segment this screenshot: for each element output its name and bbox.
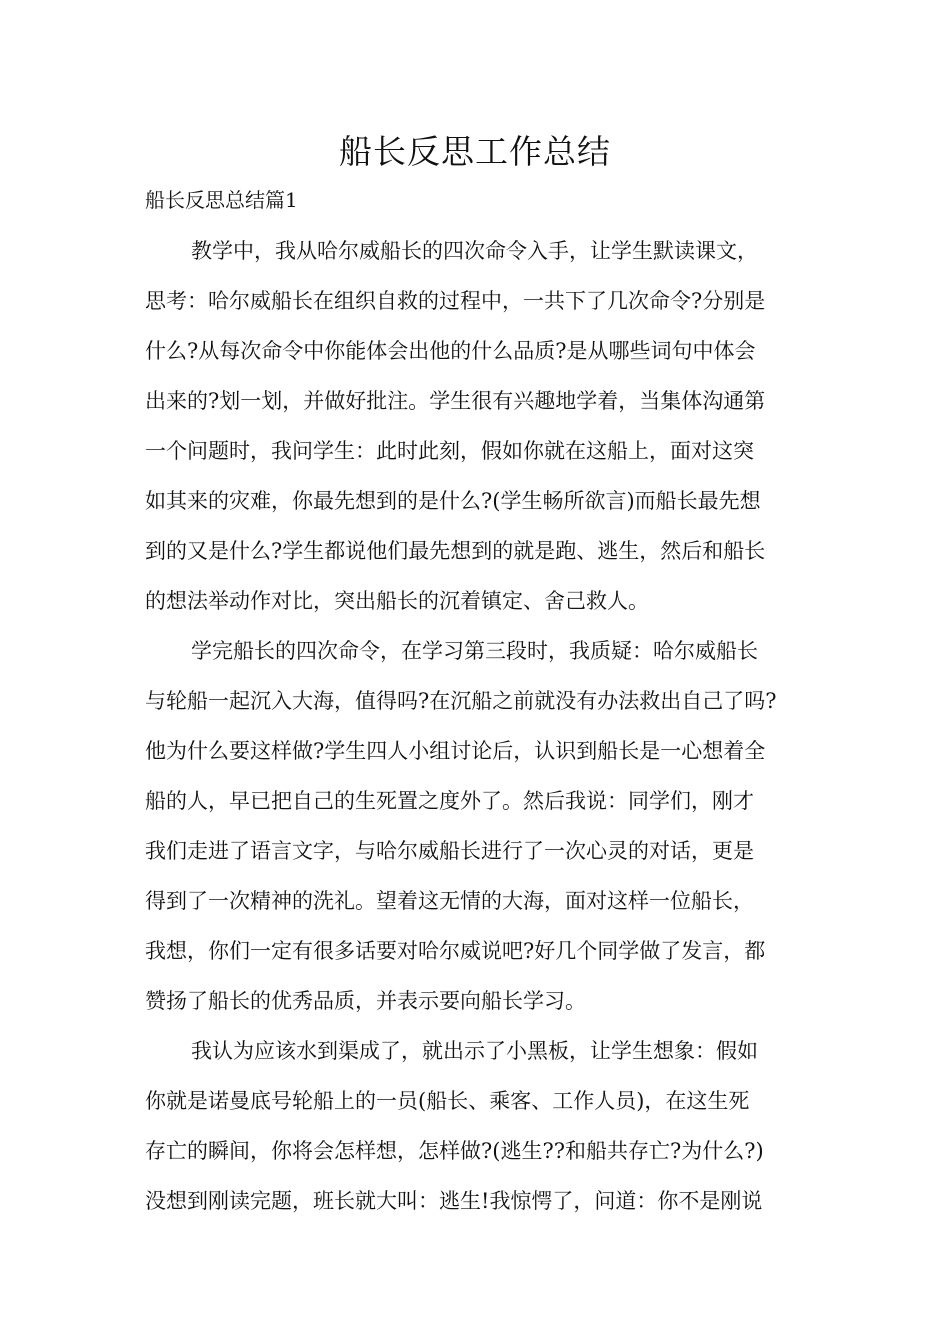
paragraph-1-line-6: 如其来的灾难，你最先想到的是什么?(学生畅所欲言)而船长最先想	[145, 489, 761, 513]
paragraph-1-line-1: 教学中，我从哈尔威船长的四次命令入手，让学生默读课文，	[191, 239, 758, 263]
paragraph-2-line-2: 与轮船一起沉入大海，值得吗?在沉船之前就没有办法救出自己了吗?	[145, 689, 777, 713]
document-body	[145, 226, 810, 1226]
paragraph-2-line-8: 赞扬了船长的优秀品质，并表示要向船长学习。	[145, 989, 586, 1013]
paragraph-1-line-5: 一个问题时，我问学生：此时此刻，假如你就在这船上，面对这突	[145, 439, 754, 463]
paragraph-2-line-5: 我们走进了语言文字，与哈尔威船长进行了一次心灵的对话，更是	[145, 839, 754, 863]
paragraph-1-line-7: 到的又是什么?学生都说他们最先想到的就是跑、逃生，然后和船长	[145, 539, 766, 563]
paragraph-3-line-4: 没想到刚读完题，班长就大叫：逃生!我惊愕了，问道：你不是刚说	[145, 1189, 763, 1213]
paragraph-1-line-3: 什么?从每次命令中你能体会出他的什么品质?是从哪些词句中体会	[145, 339, 756, 363]
paragraph-1-line-2: 思考：哈尔威船长在组织自救的过程中，一共下了几次命令?分别是	[145, 289, 766, 313]
paragraph-1-line-8: 的想法举动作对比，突出船长的沉着镇定、舍己救人。	[145, 589, 649, 613]
paragraph-2-line-6: 得到了一次精神的洗礼。望着这无情的大海，面对这样一位船长，	[145, 889, 754, 913]
paragraph-3-line-1: 我认为应该水到渠成了，就出示了小黑板，让学生想象：假如	[191, 1039, 758, 1063]
paragraph-2-line-3: 他为什么要这样做?学生四人小组讨论后，认识到船长是一心想着全	[145, 739, 766, 763]
paragraph-2-line-1: 学完船长的四次命令，在学习第三段时，我质疑：哈尔威船长	[191, 639, 758, 663]
paragraph-1-line-4: 出来的?划一划，并做好批注。学生很有兴趣地学着，当集体沟通第	[145, 389, 766, 413]
document-title: 船长反思工作总结	[339, 132, 611, 171]
paragraph-3-line-3: 存亡的瞬间，你将会怎样想，怎样做?(逃生??和船共存亡?为什么?)	[145, 1139, 764, 1163]
paragraph-2-line-7: 我想，你们一定有很多话要对哈尔威说吧?好几个同学做了发言，都	[145, 939, 766, 963]
paragraph-2-line-4: 船的人，早已把自己的生死置之度外了。然后我说：同学们，刚才	[145, 789, 754, 813]
paragraph-3-line-2: 你就是诺曼底号轮船上的一员(船长、乘客、工作人员)，在这生死	[145, 1089, 750, 1113]
section-heading: 船长反思总结篇1	[145, 188, 298, 212]
